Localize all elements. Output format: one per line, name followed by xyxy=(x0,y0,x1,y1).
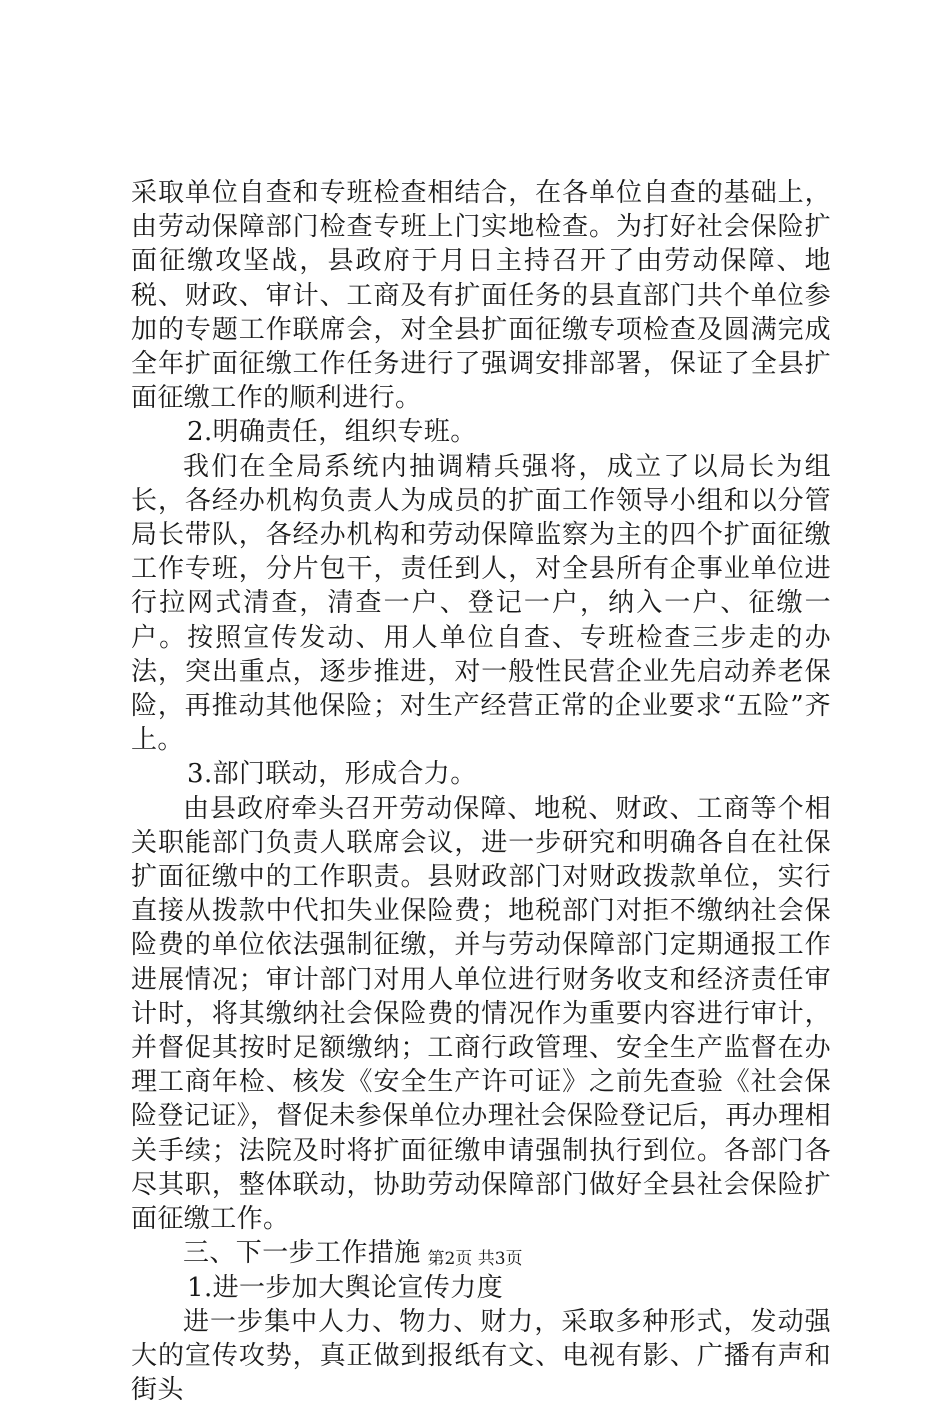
paragraph-special-teams: 我们在全局系统内抽调精兵强将，成立了以局长为组长，各经办机构负责人为成员的扩面工作领导小组和以分管局长带队，各经办机构和劳动保障监察为主的四个扩面征缴工作专班，分片包干，责任到人，对全县所有企事业单位进行拉网式清查，清查一户、登记一户，纳入一户、征缴一户。按照宣传发动、用人单位自查、专班检查三步走的办法，突出重点，逐步推进，对一般性民营企业先启动养老保险，再推动其他保险；对生产经营正常的企业要求“五险”齐上。 xyxy=(131,451,831,756)
section-heading-next-steps: 三、下一步工作措施 xyxy=(183,1238,421,1269)
paragraph-department-duties: 由县政府牵头召开劳动保障、地税、财政、工商等个相关职能部门负责人联席会议，进一步研究和明确各自在社保扩面征缴中的工作职责。县财政部门对财政拨款单位，实行直接从拨款中代扣失业保险费；地税部门对拒不缴纳社会保险费的单位依法强制征缴，并与劳动保障部门定期通报工作进展情况；审计部门对用人单位进行财务收支和经济责任审计时，将其缴纳社会保险费的情况作为重要内容进行审计，并督促其按时足额缴纳；工商行政管理、安全生产监督在办理工商年检、核发《安全生产许可证》之前先查验《社会保险登记证》，督促未参保单位办理社会保险登记后，再办理相关手续；法院及时将扩面征缴申请强制执行到位。各部门各尽其职，整体联动，协助劳动保障部门做好全县社会保险扩面征缴工作。 xyxy=(131,793,831,1235)
paragraph-inspection-method: 采取单位自查和专班检查相结合，在各单位自查的基础上，由劳动保障部门检查专班上门实地检查。为打好社会保险扩面征缴攻坚战，县政府于月日主持召开了由劳动保障、地税、财政、审计、工商及有扩面任务的县直部门共个单位参加的专题工作联席会，对全县扩面征缴专项检查及圆满完成全年扩面征缴工作任务进行了强调安排部署，保证了全县扩面征缴工作的顺利进行。 xyxy=(131,178,831,414)
heading-clarify-responsibility: 2.明确责任，组织专班。 xyxy=(187,417,477,448)
heading-publicity: 1.进一步加大舆论宣传力度 xyxy=(187,1272,504,1303)
heading-department-linkage: 3.部门联动，形成合力。 xyxy=(187,759,477,790)
page-number-footer: 第2页 共3页 xyxy=(427,1249,523,1269)
paragraph-publicity: 进一步集中人力、物力、财力，采取多种形式，发动强大的宣传攻势，真正做到报纸有文、电视有影、广播有声和街头 xyxy=(131,1306,831,1406)
document-body xyxy=(131,176,831,1407)
